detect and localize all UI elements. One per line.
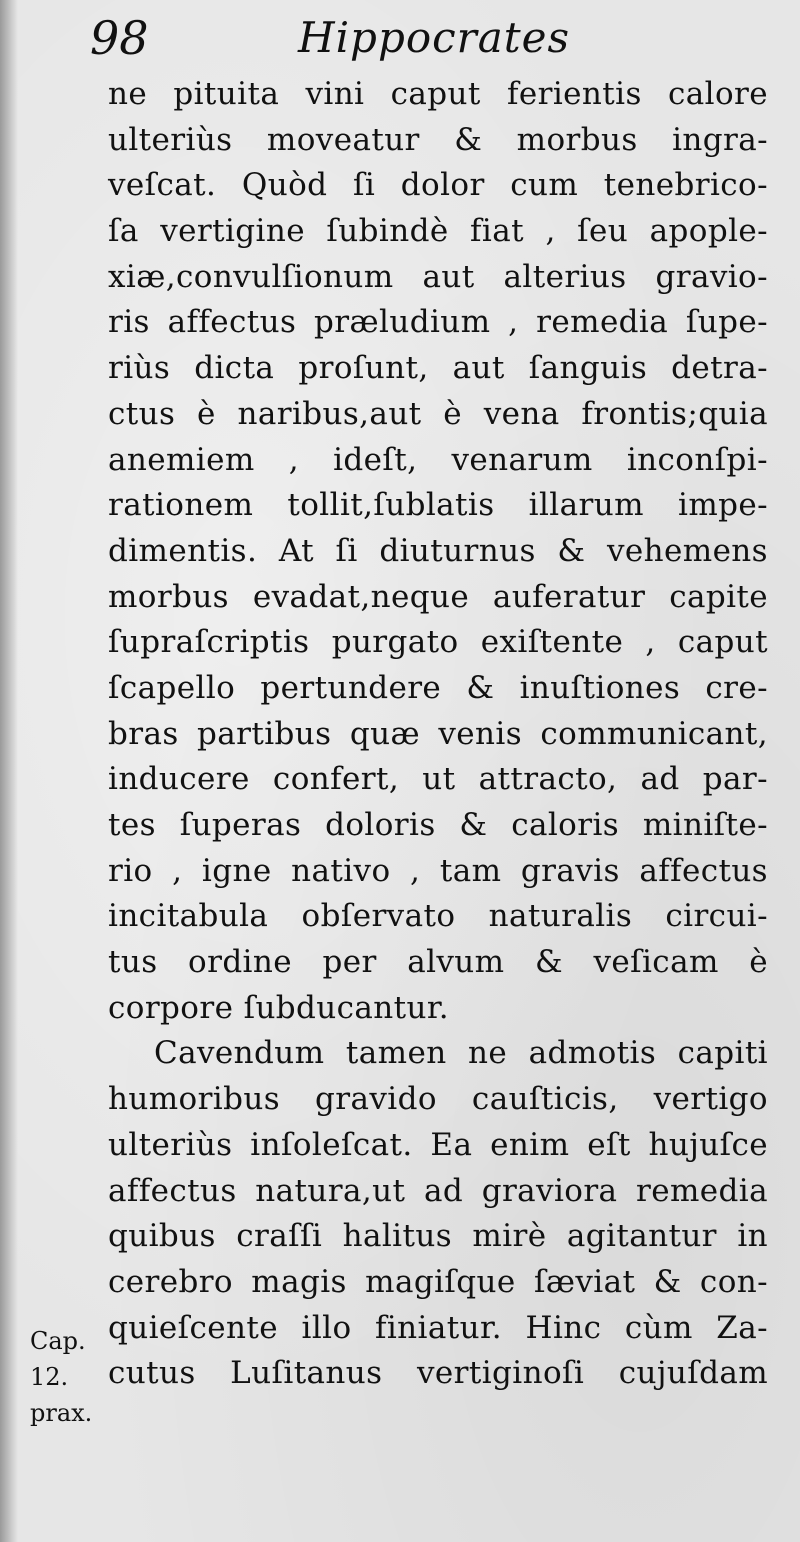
margin-note-number: 12. — [30, 1363, 69, 1391]
text-line: tes ſuperas doloris & caloris miniſte- — [108, 807, 768, 843]
paragraph-end-line: corpore ſubducantur. — [108, 989, 449, 1026]
text-line: ſcapello pertundere & inuſtiones cre- — [108, 669, 768, 706]
text-line: incitabula obſervato naturalis circui- — [108, 898, 768, 935]
text-line: rio , igne nativo , tam gravis affectus — [108, 852, 768, 889]
text-line: morbus evadat,neque auferatur capite — [108, 578, 768, 615]
page-header — [90, 8, 750, 68]
margin-note-chapter: Cap. — [30, 1327, 86, 1355]
running-head: Hippocrates — [298, 13, 571, 62]
text-line: ne pituita vini caput ferientis calore — [108, 76, 768, 112]
text-line: xiæ,convulſionum aut alterius gravio- — [108, 258, 768, 295]
text-line: rationem tollit,ſublatis illarum impe- — [108, 487, 768, 524]
text-line: cerebro magis magiſque ſæviat & con- — [108, 1263, 768, 1300]
text-line: dimentis. At ſi diuturnus & vehemens — [108, 532, 768, 569]
page-number: 98 — [90, 11, 149, 65]
text-line: tus ordine per alvum & veſicam è — [108, 944, 768, 981]
text-line: cutus Luſitanus vertiginoſi cujuſdam — [108, 1355, 768, 1392]
text-line: ſupraſcriptis purgato exiſtente , caput — [108, 624, 768, 661]
text-line: riùs dicta proſunt, aut ſanguis detra- — [108, 350, 768, 387]
margin-note — [30, 1323, 108, 1431]
text-line: bras partibus quæ venis communicant, — [108, 715, 768, 752]
text-line: ulteriùs inſoleſcat. Ea enim eſt hujuſce — [108, 1126, 768, 1163]
text-line: humoribus gravido cauſticis, vertigo — [108, 1081, 768, 1118]
text-line: veſcat. Quòd ſi dolor cum tenebrico- — [108, 167, 768, 204]
text-line: inducere confert, ut attracto, ad par- — [108, 761, 768, 798]
text-line: ris affectus præludium , remedia ſupe- — [108, 304, 768, 341]
paragraph-first-line: Cavendum tamen ne admotis capiti — [154, 1035, 768, 1072]
text-line: quieſcente illo finiatur. Hinc cùm Za- — [108, 1309, 768, 1346]
margin-note-source: prax. — [30, 1399, 93, 1427]
page-gutter-shadow — [0, 0, 18, 1542]
text-line: quibus craſſi halitus mirè agitantur in — [108, 1218, 768, 1255]
text-line: ulteriùs moveatur & morbus ingra- — [108, 121, 768, 158]
body-text — [108, 72, 768, 1397]
text-line: ctus è naribus,aut è vena frontis;quia — [108, 395, 768, 432]
text-line: anemiem , ideſt, venarum inconſpi- — [108, 441, 768, 478]
text-line: affectus natura,ut ad graviora remedia — [108, 1172, 768, 1209]
text-line: ſa vertigine ſubindè fiat , ſeu apople- — [108, 213, 768, 250]
